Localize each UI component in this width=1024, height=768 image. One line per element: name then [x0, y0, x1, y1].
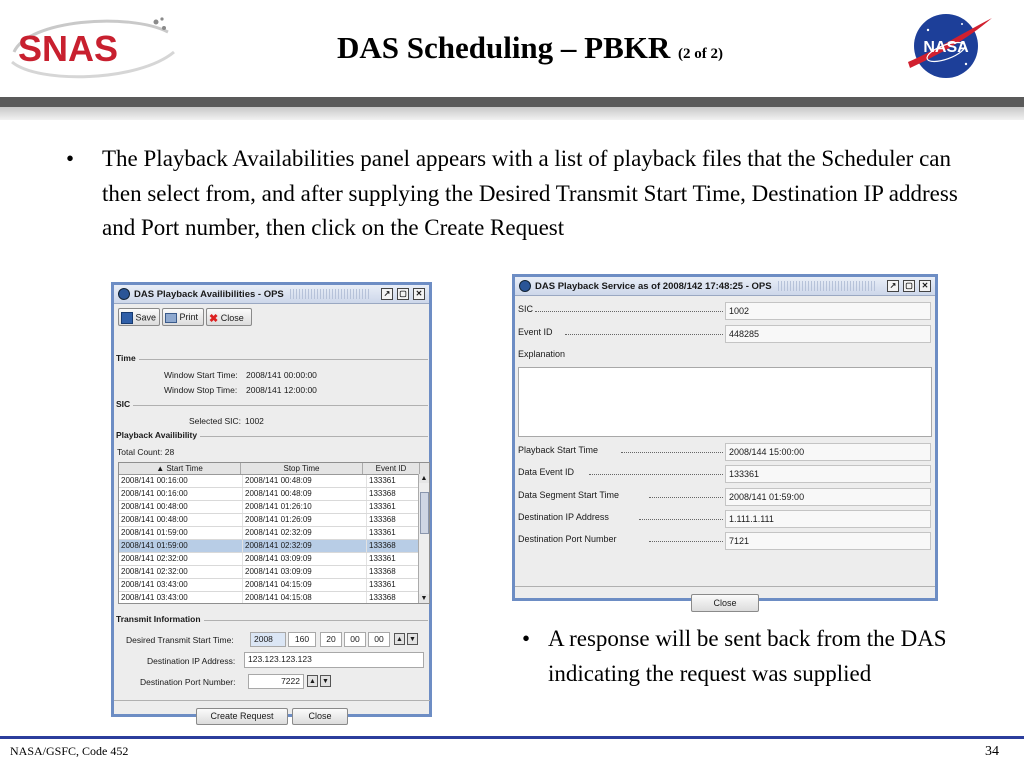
java-app-icon: [519, 280, 531, 292]
leader-dots: [589, 474, 723, 475]
cell-start-time: 2008/141 02:32:00: [119, 566, 243, 578]
playback-service-window: [512, 274, 938, 608]
header-rule: [0, 97, 1024, 107]
cell-event-id: 133361: [367, 501, 426, 513]
event-id-label: Event ID: [518, 327, 553, 337]
cell-stop-time: 2008/141 00:48:09: [243, 475, 367, 487]
titlebar-grip: [290, 289, 371, 299]
event-id-row: [515, 323, 931, 343]
sic-section-label: SIC: [116, 399, 133, 409]
titlebar-grip: [778, 281, 877, 291]
column-header-start-time[interactable]: [119, 463, 241, 474]
nasa-meatball-logo: [906, 10, 994, 80]
data-event-label: Data Event ID: [518, 467, 575, 477]
cell-stop-time: 2008/141 01:26:10: [243, 501, 367, 513]
cell-event-id: 133361: [367, 527, 426, 539]
java-app-icon: [118, 288, 130, 300]
cell-event-id: 133368: [367, 488, 426, 500]
cell-stop-time: 2008/141 04:15:09: [243, 579, 367, 591]
data-segment-label: Data Segment Start Time: [518, 490, 620, 500]
cell-start-time: 2008/141 03:43:00: [119, 579, 243, 591]
spin-up-icon[interactable]: ▲: [394, 633, 405, 645]
event-id-value: 448285: [725, 325, 931, 343]
cell-start-time: 2008/141 00:48:00: [119, 514, 243, 526]
table-row[interactable]: [119, 592, 429, 604]
explanation-textarea[interactable]: [518, 367, 932, 437]
sic-label: SIC: [518, 304, 534, 314]
sic-section-rule: [116, 405, 428, 406]
sic-value: 1002: [725, 302, 931, 320]
button-bar-rule: [114, 700, 430, 701]
save-icon: [121, 312, 133, 324]
page-number: 34: [985, 744, 999, 759]
cell-start-time: 2008/141 00:48:00: [119, 501, 243, 513]
selected-sic-label: Selected SIC:: [189, 416, 241, 426]
dest-port-label: Destination Port Number: [518, 534, 617, 544]
window-titlebar[interactable]: [114, 285, 429, 304]
column-header-start-label: Start Time: [166, 464, 203, 473]
window-maximize-icon[interactable]: ▢: [397, 288, 409, 300]
port-spin-up-icon[interactable]: ▲: [307, 675, 318, 687]
table-row[interactable]: [119, 540, 429, 553]
leader-dots: [535, 311, 723, 312]
table-row[interactable]: [119, 527, 429, 540]
window-titlebar[interactable]: [515, 277, 935, 296]
cell-start-time: 2008/141 02:32:00: [119, 553, 243, 565]
table-scrollbar[interactable]: [418, 474, 429, 603]
bullet-1-text: The Playback Availabilities panel appears with a list of playback files that the Scheduler can then select from, and after supplying the Desired Transmit Start Time, Destination IP address and Port number, then click on the Create Request: [102, 146, 958, 240]
table-row[interactable]: [119, 514, 429, 527]
cell-stop-time: 2008/141 00:48:09: [243, 488, 367, 500]
time-section-rule: [116, 359, 428, 360]
bullet-2-text: A response will be sent back from the DAS indicating the request was supplied: [548, 626, 947, 686]
playback-table: [118, 462, 430, 604]
close-button[interactable]: Close: [292, 708, 348, 725]
desired-start-hour[interactable]: 20: [320, 632, 342, 647]
dest-ip-input[interactable]: 123.123.123.123: [244, 652, 424, 668]
desired-start-day[interactable]: 160: [288, 632, 316, 647]
save-label: Save: [135, 312, 157, 323]
data-segment-value: 2008/141 01:59:00: [725, 488, 931, 506]
print-icon: [165, 313, 177, 323]
cell-start-time: 2008/141 01:59:00: [119, 540, 243, 552]
cell-stop-time: 2008/141 04:15:08: [243, 592, 367, 604]
print-button[interactable]: [162, 308, 204, 326]
column-header-event-id[interactable]: Event ID: [363, 463, 420, 474]
column-header-stop-time[interactable]: Stop Time: [241, 463, 363, 474]
cell-event-id: 133361: [367, 553, 426, 565]
leader-dots: [621, 452, 723, 453]
scroll-down-icon[interactable]: ▼: [420, 595, 428, 602]
data-event-row: [515, 463, 931, 483]
scrollbar-thumb[interactable]: [420, 492, 429, 534]
spin-down-icon[interactable]: ▼: [407, 633, 418, 645]
cell-event-id: 133368: [367, 592, 426, 604]
sic-row: [515, 300, 931, 320]
scroll-up-icon[interactable]: ▲: [420, 475, 428, 482]
cell-start-time: 2008/141 01:59:00: [119, 527, 243, 539]
toolbar-close-button[interactable]: [206, 308, 252, 326]
dest-port-label: Destination Port Number:: [140, 677, 236, 687]
bullet-marker: •: [66, 146, 75, 171]
dest-ip-row: [515, 508, 931, 528]
window-title: DAS Playback Availibilities - OPS: [134, 288, 284, 300]
slide-title-main: DAS Scheduling – PBKR: [336, 30, 671, 65]
window-restore-icon[interactable]: ↗: [381, 288, 393, 300]
data-event-value: 133361: [725, 465, 931, 483]
nasa-logo-text: NASA: [923, 39, 969, 56]
window-restore-icon[interactable]: ↗: [887, 280, 899, 292]
dest-ip-label: Destination IP Address:: [147, 656, 236, 666]
window-maximize-icon[interactable]: ▢: [903, 280, 915, 292]
window-close-icon[interactable]: ✕: [919, 280, 931, 292]
leader-dots: [649, 497, 723, 498]
playback-start-value: 2008/144 15:00:00: [725, 443, 931, 461]
data-segment-row: [515, 486, 931, 506]
save-button[interactable]: [118, 308, 160, 326]
transmit-section-label: Transmit Information: [116, 614, 204, 624]
total-count: Total Count: 28: [117, 447, 175, 457]
cell-event-id: 133368: [367, 566, 426, 578]
playback-section-label: Playback Availibility: [116, 430, 200, 440]
playback-start-row: [515, 441, 931, 461]
leader-dots: [639, 519, 723, 520]
desired-start-label: Desired Transmit Start Time:: [126, 635, 234, 645]
window-stop-value: 2008/141 12:00:00: [246, 385, 317, 395]
port-spin-down-icon[interactable]: ▼: [320, 675, 331, 687]
snas-logo: [8, 12, 178, 82]
dest-port-row: [515, 530, 931, 550]
table-row[interactable]: [119, 488, 429, 501]
close-button[interactable]: Close: [691, 594, 759, 612]
window-body: [515, 296, 935, 608]
desired-start-year[interactable]: 2008: [250, 632, 286, 647]
cell-stop-time: 2008/141 01:26:09: [243, 514, 367, 526]
window-body: [114, 304, 429, 721]
sort-ascending-icon: ▲: [156, 464, 165, 473]
close-x-icon: ✖: [209, 313, 219, 325]
bullet-marker: •: [522, 626, 531, 651]
button-bar-rule: [515, 586, 935, 587]
dest-ip-value: 1.111.1.111: [725, 510, 931, 528]
leader-dots: [649, 541, 723, 542]
cell-event-id: 133361: [367, 579, 426, 591]
window-title: DAS Playback Service as of 2008/142 17:48:25 - OPS: [535, 280, 772, 292]
header-rule-shadow: [0, 107, 1024, 120]
table-row[interactable]: [119, 475, 429, 488]
table-header: [119, 463, 429, 475]
cell-stop-time: 2008/141 02:32:09: [243, 527, 367, 539]
cell-start-time: 2008/141 03:43:00: [119, 592, 243, 604]
cell-event-id: 133361: [367, 475, 426, 487]
table-row[interactable]: [119, 501, 429, 514]
cell-event-id: 133368: [367, 540, 426, 552]
table-body: [119, 475, 429, 604]
window-start-label: Window Start Time:: [164, 370, 238, 380]
table-row[interactable]: [119, 553, 429, 566]
cell-start-time: 2008/141 00:16:00: [119, 475, 243, 487]
explanation-label: Explanation: [518, 349, 566, 359]
dest-ip-label: Destination IP Address: [518, 512, 609, 522]
table-row[interactable]: [119, 566, 429, 579]
cell-stop-time: 2008/141 02:32:09: [243, 540, 367, 552]
slide-title-suffix: (2 of 2): [678, 46, 724, 62]
leader-dots: [565, 334, 723, 335]
desired-start-minute[interactable]: 00: [344, 632, 366, 647]
time-section-label: Time: [116, 353, 139, 363]
window-stop-label: Window Stop Time:: [164, 385, 238, 395]
cell-stop-time: 2008/141 03:09:09: [243, 566, 367, 578]
slide-title: [250, 30, 810, 66]
cell-start-time: 2008/141 00:16:00: [119, 488, 243, 500]
cell-stop-time: 2008/141 03:09:09: [243, 553, 367, 565]
dest-port-input[interactable]: 7222: [248, 674, 304, 689]
print-label: Print: [179, 312, 199, 322]
create-request-button[interactable]: Create Request: [196, 708, 288, 725]
toolbar-close-label: Close: [220, 312, 244, 323]
table-row[interactable]: [119, 579, 429, 592]
selected-sic-value: 1002: [245, 416, 264, 426]
playback-availabilities-window: [111, 282, 432, 721]
window-close-icon[interactable]: ✕: [413, 288, 425, 300]
footer-rule: [0, 736, 1024, 739]
desired-start-second[interactable]: 00: [368, 632, 390, 647]
window-start-value: 2008/141 00:00:00: [246, 370, 317, 380]
footer-org: NASA/GSFC, Code 452: [10, 744, 129, 758]
cell-event-id: 133368: [367, 514, 426, 526]
playback-start-label: Playback Start Time: [518, 445, 599, 455]
snas-logo-text: SNAS: [18, 28, 119, 69]
dest-port-value: 7121: [725, 532, 931, 550]
